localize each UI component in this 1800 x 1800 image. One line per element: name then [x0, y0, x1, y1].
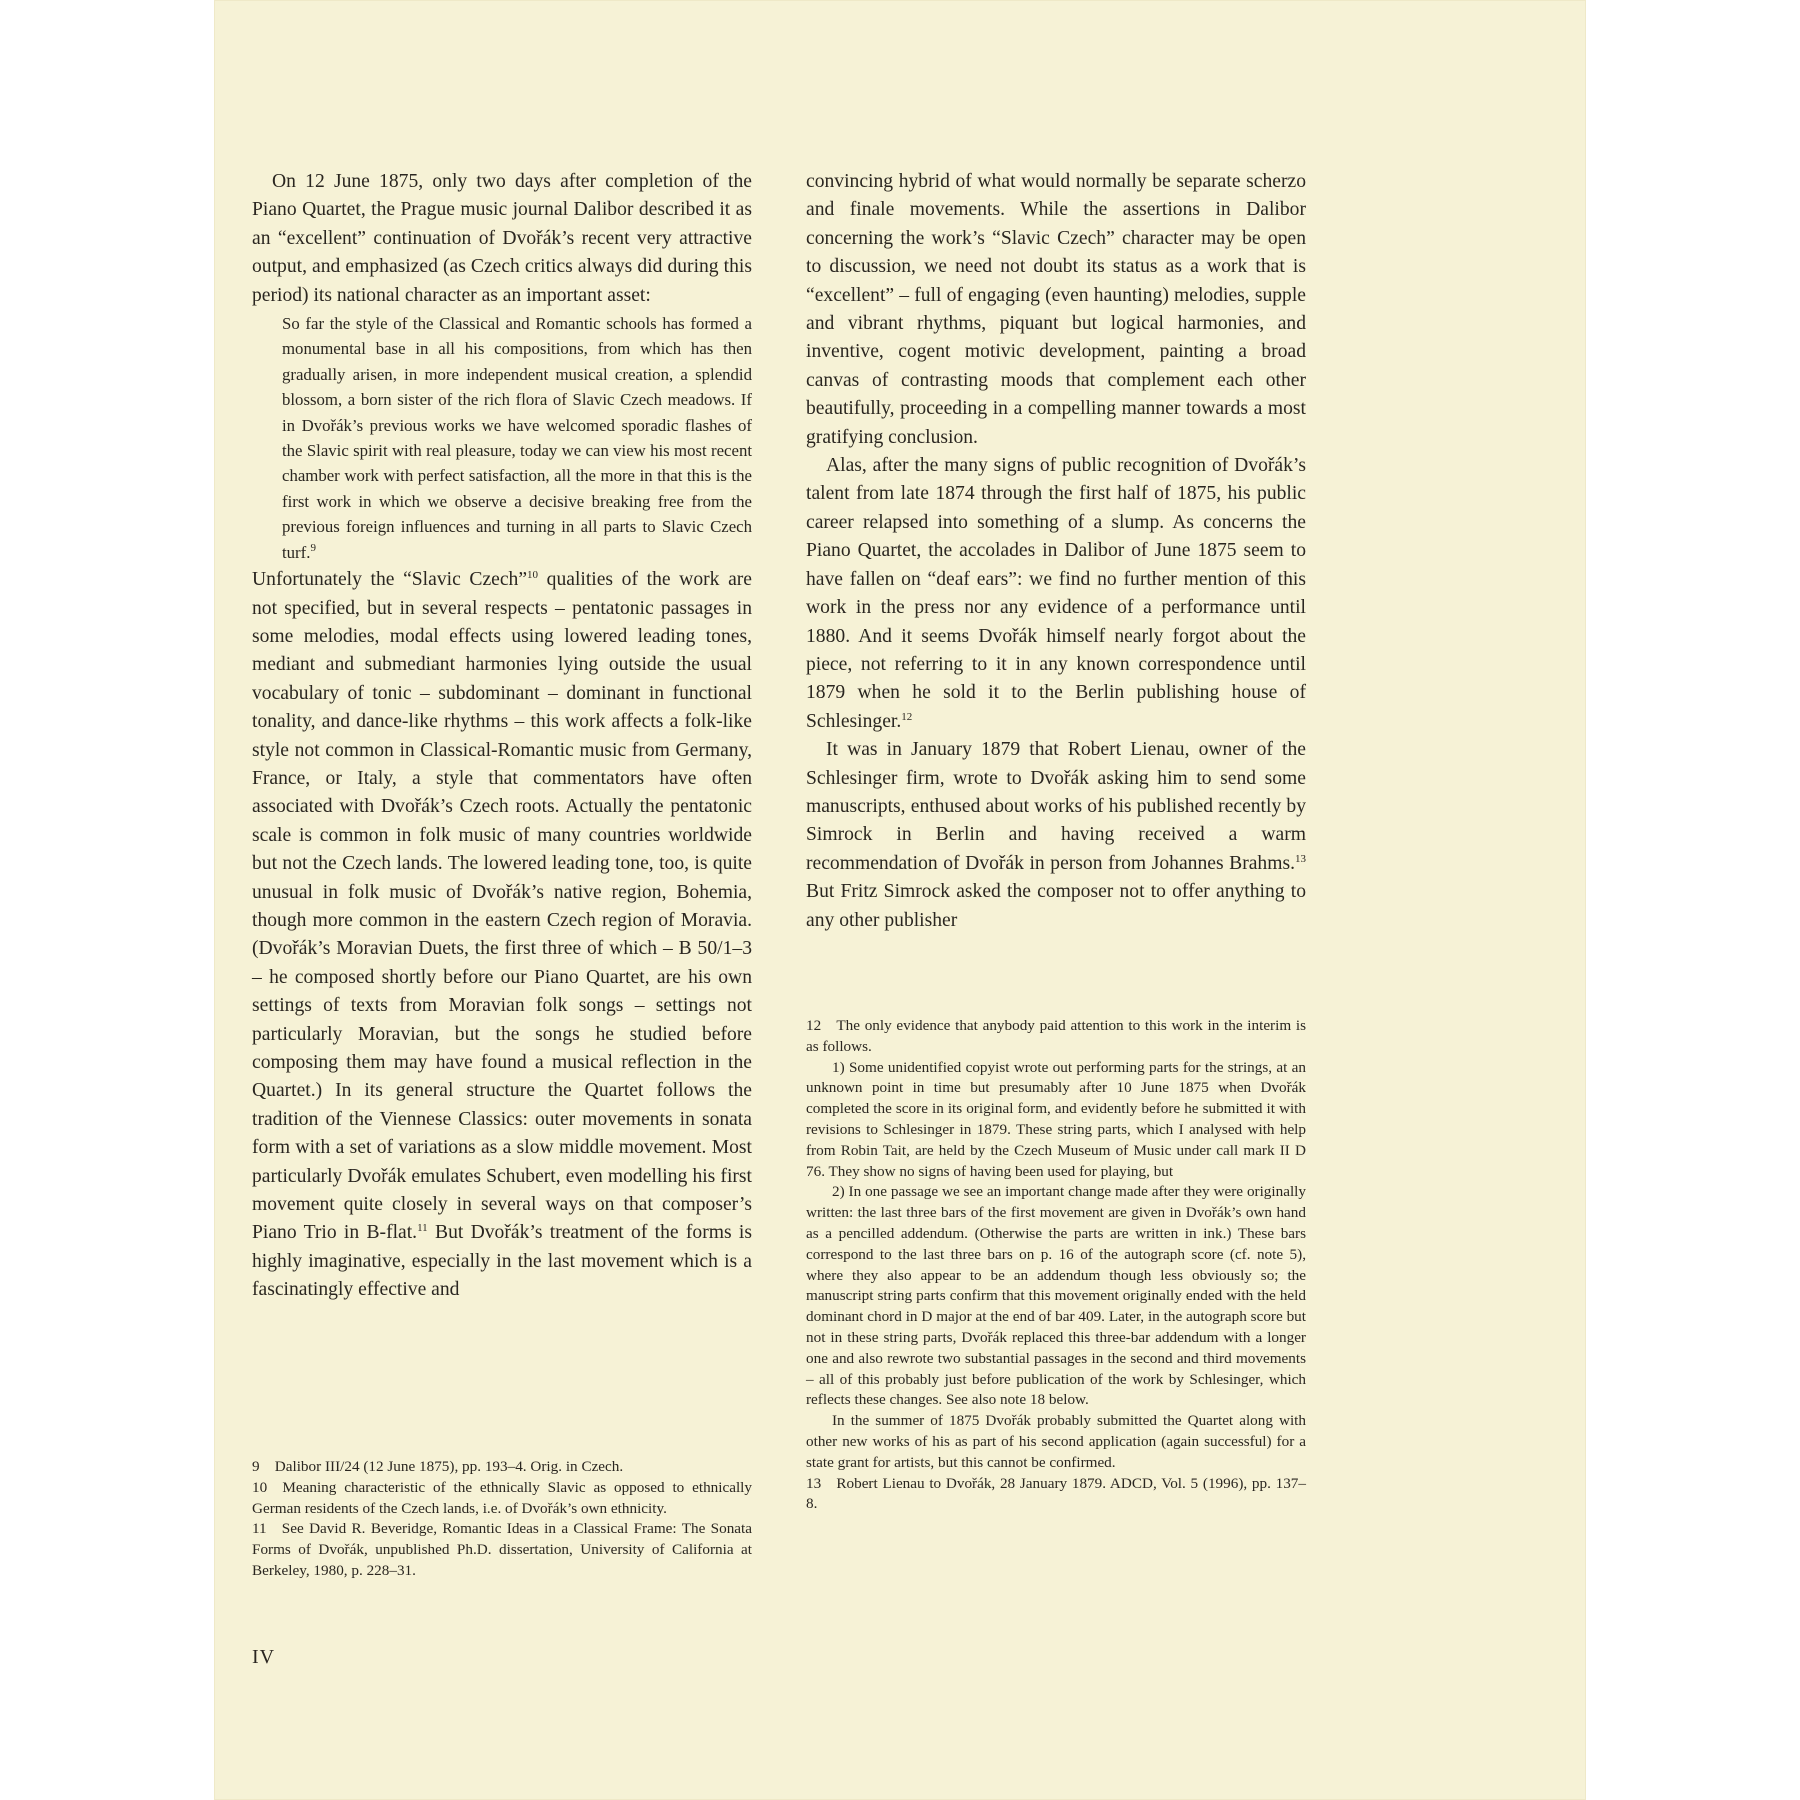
right-footnotes [806, 1016, 1306, 1515]
footnote-10: 10 Meaning characteristic of the ethnically Slavic as opposed to ethnically German residents of the Czech lands, i.e. of Dvořák’s own ethnicity. [252, 1478, 752, 1517]
paragraph-text: It was in January 1879 that Robert Lienau, owner of the Schlesinger firm, wrote to Dvořák asking him to send some manuscripts, enthused about works of his published recently by Simrock in Berlin and having received a warm recommendation of Dvořák in person from Johannes Brahms. [806, 739, 1306, 874]
footnote-11: 11 See David R. Beveridge, Romantic Ideas in a Classical Frame: The Sonata Forms of Dvořák, unpublished Ph.D. dissertation, University of California at Berkeley, 1980, p. 228–31. [252, 1520, 752, 1579]
footnote-12-item-2: 2) In one passage we see an important change made after they were originally written: the last three bars of the first movement are given in Dvořák’s own hand as a pencilled addendum. (Otherwise the parts are written in ink.) These bars correspond to the last three bars on p. 16 of the autograph score (cf. note 5), where they also appear to be an addendum though less obviously so; the manuscript string parts confirm that this movement originally ended with the held dominant chord in D major at the end of bar 409. Later, in the autograph score but not in these string parts, Dvořák replaced this three-bar addendum with a longer one and also rewrote two substantial passages in the second and third movements – all of this probably just before publication of the work by Schlesinger, which reflects these changes. See also note 18 below. [806, 1183, 1306, 1409]
footnote-ref: 11 [417, 1222, 428, 1235]
right-text-column [806, 168, 1306, 935]
footnote-12-intro: 12 The only evidence that anybody paid attention to this work in the interim is as follows. [806, 1017, 1306, 1055]
footnote-13: 13 Robert Lienau to Dvořák, 28 January 1879. ADCD, Vol. 5 (1996), pp. 137–8. [806, 1474, 1306, 1513]
block-quote [282, 311, 752, 565]
footnote-ref: 12 [901, 710, 913, 723]
paragraph: On 12 June 1875, only two days after completion of the Piano Quartet, the Prague music journal Dalibor described it as an “excellent” continuation of Dvořák’s recent very attractive output, and emphasized (as Czech critics always did during this period) its national character as an important asset: [252, 171, 752, 306]
left-text-column [252, 168, 752, 1305]
footnote-ref: 10 [527, 569, 539, 582]
paragraph-text: qualities of the work are not specified, but in several respects – pentatonic passages in some melodies, modal effects using lowered leading tones, mediant and submediant harmonies lying outside the usual vocabulary of tonic – subdominant – dominant in functional tonality, and dance-like rhythms – this work affects a folk-like style not common in Classical-Romantic music from Germany, France, or Italy, a style that commentators have often associated with Dvořák’s Czech roots. Actually the pentatonic scale is common in folk music of many countries worldwide but not the Czech lands. The lowered leading tone, too, is quite unusual in folk music of Dvořák’s native region, Bohemia, though more common in the eastern Czech region of Moravia. (Dvořák’s Moravian Duets, the first three of which – B 50/1–3 – he composed shortly before our Piano Quartet, are his own settings of texts from Moravian folk songs – settings not particularly Moravian, but the songs he studied before composing them may have found a musical reflection in the Quartet.) In its general structure the Quartet follows the tradition of the Viennese Classics: outer movements in sonata form with a set of variations as a slow middle movement. Most particularly Dvořák emulates Schubert, even modelling his first movement quite closely in several ways on that composer’s Piano Trio in B-flat. [252, 569, 752, 1244]
paragraph-text: But Fritz Simrock asked the composer not to offer anything to any other publisher [806, 881, 1306, 931]
footnote-9: 9 Dalibor III/24 (12 June 1875), pp. 193–4. Orig. in Czech. [252, 1458, 624, 1475]
footnote-ref: 13 [1295, 852, 1306, 865]
left-footnotes [252, 1457, 752, 1582]
footnote-12-item-1: 1) Some unidentified copyist wrote out performing parts for the strings, at an unknown point in time but presumably after 10 June 1875 when Dvořák completed the score in its original form, and evidently before he submitted it with revisions to Schlesinger in 1879. These string parts, which I analysed with help from Robin Tait, are held by the Czech Museum of Music under call mark II D 76. They show no signs of having been used for playing, but [806, 1058, 1306, 1180]
paragraph: convincing hybrid of what would normally be separate scherzo and finale movements. While the assertions in Dalibor concerning the work’s “Slavic Czech” character may be open to discussion, we need not doubt its status as a work that is “excellent” – full of engaging (even haunting) melodies, supple and vibrant rhythms, piquant but logical harmonies, and inventive, cogent motivic development, painting a broad canvas of contrasting moods that complement each other beautifully, proceeding in a compelling manner towards a most gratifying conclusion. [806, 171, 1306, 448]
paragraph-text: But Dvořák’s treatment of the forms is highly imaginative, especially in the last movement which is a fascinatingly effective and [252, 1222, 752, 1301]
page-number: IV [252, 1646, 276, 1668]
footnote-ref: 9 [310, 541, 316, 554]
paragraph [806, 736, 1306, 935]
paragraph [806, 452, 1306, 736]
quote-text: So far the style of the Classical and Romantic schools has formed a monumental base in all his compositions, from which has then gradually arisen, in more independent musical creation, a splendid blossom, a born sister of the rich flora of Slavic Czech meadows. If in Dvořák’s previous works we have welcomed sporadic flashes of the Slavic spirit with real pleasure, today we can view his most recent chamber work with perfect satisfaction, all the more in that this is the first work in which we observe a decisive breaking free from the previous foreign influences and turning in all parts to Slavic Czech turf. [282, 314, 752, 562]
paragraph-text: Alas, after the many signs of public recognition of Dvořák’s talent from late 1874 through the first half of 1875, his public career relapsed into something of a slump. As concerns the Piano Quartet, the accolades in Dalibor of June 1875 seem to have fallen on “deaf ears”: we find no further mention of this work in the press nor any evidence of a performance until 1880. And it seems Dvořák himself nearly forgot about the piece, not referring to it in any known correspondence until 1879 when he sold it to the Berlin publishing house of Schlesinger. [806, 455, 1306, 732]
footnote-12-item-3: In the summer of 1875 Dvořák probably submitted the Quartet along with other new works of his as part of his second application (again successful) for a state grant for artists, but this cannot be confirmed. [806, 1412, 1306, 1471]
paragraph [252, 566, 752, 1305]
paragraph-text: Unfortunately the “Slavic Czech” [252, 569, 528, 591]
